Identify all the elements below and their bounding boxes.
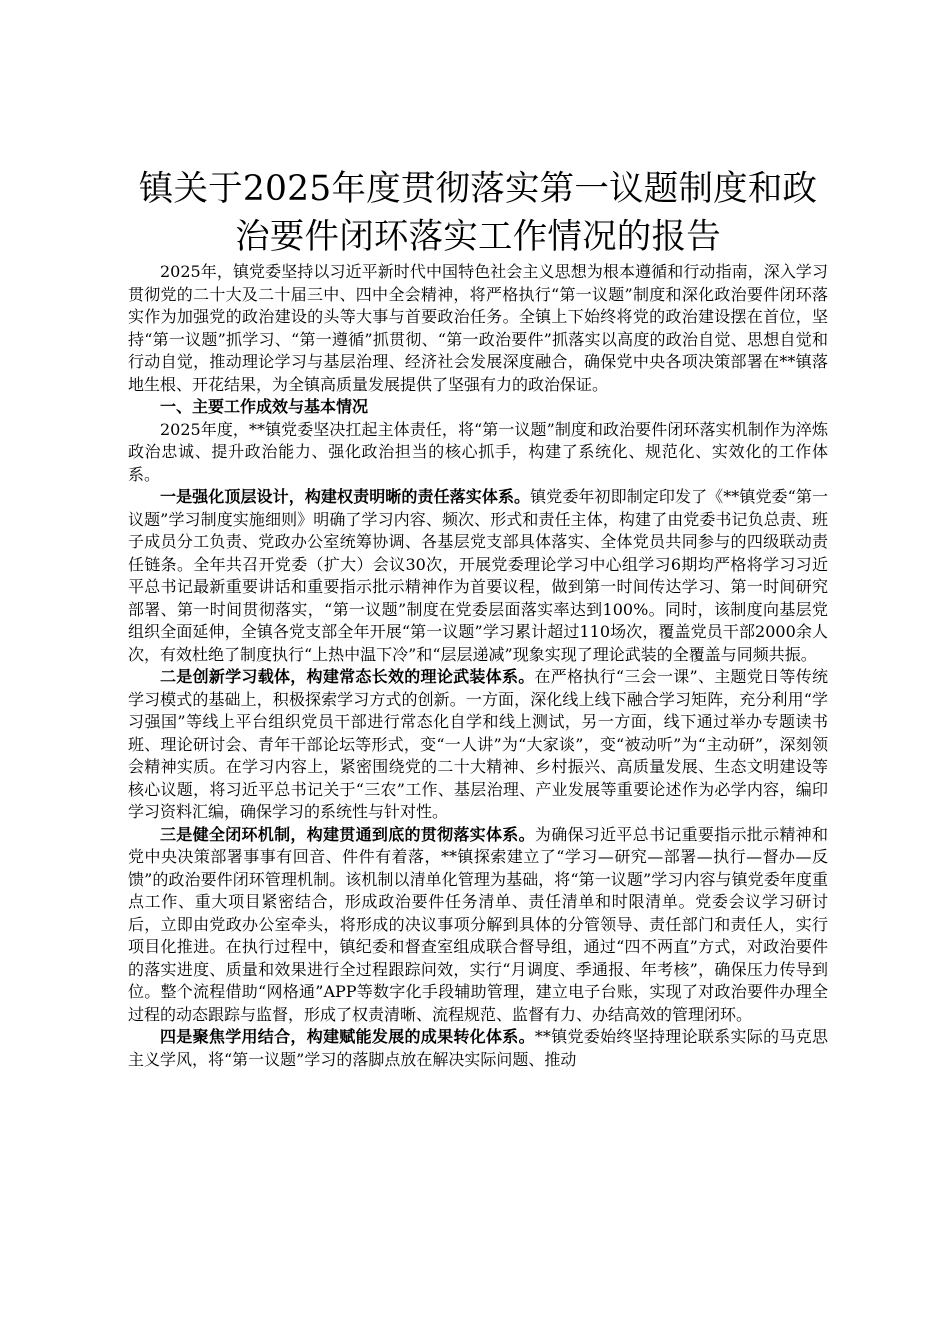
item-3-paragraph bbox=[128, 824, 828, 1027]
title-line-1: 镇关于2025年度贯彻落实第一议题制度和政 bbox=[138, 169, 818, 209]
item-2-lead: 二是创新学习载体，构建常态长效的理论武装体系。 bbox=[160, 667, 535, 686]
item-1-paragraph bbox=[128, 486, 828, 666]
item-1-lead: 一是强化顶层设计，构建权责明晰的责任落实体系。 bbox=[160, 487, 531, 506]
section-heading: 一、主要工作成效与基本情况 bbox=[160, 397, 369, 416]
section-intro-paragraph: 2025年度，**镇党委坚决扛起主体责任，将“第一议题”制度和政治要件闭环落实机制作为淬炼政治忠诚、提升政治能力、强化政治担当的核心抓手，构建了系统化、规范化、实效化的工作体系。 bbox=[128, 419, 828, 484]
item-4-paragraph bbox=[128, 1026, 828, 1071]
item-2-text: 在严格执行“三会一课”、主题党日等传统学习模式的基础上，积极探索学习方式的创新。一方面，深化线上线下融合学习矩阵，充分利用“学习强国”等线上平台组织党员干部进行常态化自学和线上测试，另一方面，线下通过举办专题读书班、理论研讨会、青年干部论坛等形式，变“一人讲”为“大家谈”，变“被动听”为“主动研”，深刻领会精神实质。在学习内容上，紧密围绕党的二十大精神、乡村振兴、高质量发展、生态文明建设等核心议题，将习近平总书记关于“三农”工作、基层治理、产业发展等重要论述作为必学内容，编印学习资料汇编，确保学习的系统性与针对性。 bbox=[128, 667, 828, 821]
title-line-2: 治要件闭环落实工作情况的报告 bbox=[235, 217, 721, 257]
document-body bbox=[128, 261, 828, 1071]
item-1-text: 镇党委年初即制定印发了《**镇党委“第一议题”学习制度实施细则》明确了学习内容、频次、形式和责任主体，构建了由党委书记负总责、班子成员分工负责、党政办公室统筹协调、各基层党支部具体落实、全体党员共同参与的四级联动责任链条。全年共召开党委（扩大）会议30次，开展党委理论学习中心组学习6期均严格将学习习近平总书记最新重要讲话和重要指示批示精神作为首要议程，做到第一时间传达学习、第一时间研究部署、第一时间贯彻落实，“第一议题”制度在党委层面落实率达到100%。同时，该制度向基层党组织全面延伸，全镇各党支部全年开展“第一议题”学习累计超过110场次，覆盖党员干部2000余人次，有效杜绝了制度执行“上热中温下冷”和“层层递减”现象实现了理论武装的全覆盖与同频共振。 bbox=[128, 487, 828, 664]
document-title bbox=[128, 165, 828, 261]
item-3-lead: 三是健全闭环机制，构建贯通到底的贯彻落实体系。 bbox=[160, 824, 535, 844]
item-4-lead: 四是聚焦学用结合，构建赋能发展的成果转化体系。 bbox=[160, 1027, 535, 1046]
item-4-text: **镇党委始终坚持理论联系实际的马克思主义学风，将“第一议题”学习的落脚点放在解决实际问题、推动 bbox=[128, 1027, 828, 1069]
intro-paragraph: 2025年，镇党委坚持以习近平新时代中国特色社会主义思想为根本遵循和行动指南，深入学习贯彻党的二十大及二十届三中、四中全会精神，将严格执行“第一议题”制度和深化政治要件闭环落实作为加强党的政治建设的头等大事与首要政治任务。全镇上下始终将党的政治建设摆在首位，坚持“第一议题”抓学习、“第一遵循”抓贯彻、“第一政治要件”抓落实以高度的政治自觉、思想自觉和行动自觉，推动理论学习与基层治理、经济社会发展深度融合，确保党中央各项决策部署在**镇落地生根、开花结果，为全镇高质量发展提供了坚强有力的政治保证。 bbox=[128, 262, 828, 394]
item-3-text: 为确保习近平总书记重要指示批示精神和党中央决策部署事事有回音、件件有着落，**镇探索建立了“学习—研究—部署—执行—督办—反馈”的政治要件闭环管理机制。该机制以清单化管理为基础，将“第一议题”学习内容与镇党委年度重点工作、重大项目紧密结合，形成政治要件任务清单、责任清单和时限清单。党委会议学习研讨后，立即由党政办公室牵头，将形成的决议事项分解到具体的分管领导、责任部门和责任人，实行项目化推进。在执行过程中，镇纪委和督查室组成联合督导组，通过“四不两直”方式，对政治要件的落实进度、质量和效果进行全过程跟踪问效，实行“月调度、季通报、年考核”，确保压力传导到位。整个流程借助“网格通”APP等数字化手段辅助管理，建立电子台账，实现了对政治要件办理全过程的动态跟踪与监督，形成了权责清晰、流程规范、监督有力、办结高效的管理闭环。 bbox=[128, 824, 828, 1024]
item-2-paragraph bbox=[128, 666, 828, 824]
